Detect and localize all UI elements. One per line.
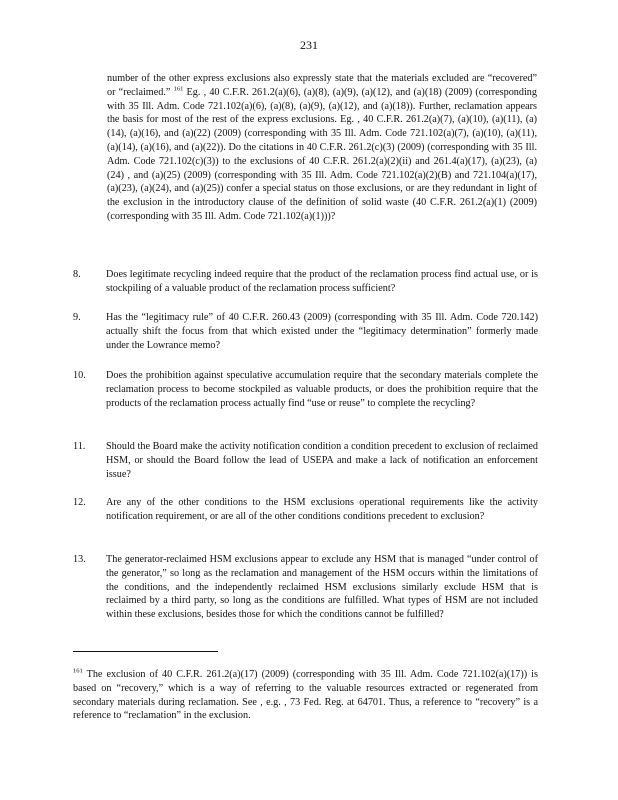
continuation-text-part2: Eg. , 40 C.F.R. 261.2(a)(6), (a)(8), (a)(9), (a)(12), and (a)(18) (2009) (corresponding with 35 Ill. Adm. Code 721.102(a)(6), (a)(8), (a)(9), (a)(12), and (a)(18)). Further, reclamation appears the basis for most of the rest of the express exclusions. Eg. , 40 C.F.R. 261.2(a)(7), (a)(10), (a)(11), (a)(14), (a)(16), and (a)(22) (2009) (corresponding with 35 Ill. Adm. Code 721.102(a)(7), (a)(10), (a)(11), (a)(14), (a)(16), and (a)(22)). Do the citations in 40 C.F.R. 261.2(c)(3) (2009) (corresponding with 35 Ill. Adm. Code 721.102(c)(3)) to the exclusions of 40 C.F.R. 261.2(a)(2)(ii) and 261.4(a)(17), (a)(23), (a)(24) , and (a)(25) (2009) (corresponding with 35 Ill. Adm. Code 721.102(a)(2)(B) and 721.104(a)(17), (a)(23), (a)(24), and (a)(25)) confer a special status on those exclusions, or are they redundant in light of the exclusion in the introductory clause of the definition of solid waste (40 C.F.R. 261.2(a)(1) (2009) (corresponding with 35 Ill. Adm. Code 721.102(a)(1)))?	[107, 86, 537, 222]
question-text: Does the prohibition against speculative accumulation require that the secondary materials complete the reclamation process to become stockpiled as valuable products, or does the prohibition require that the products of the reclamation process actually find “use or reuse” to complete the recycling?	[106, 370, 538, 409]
question-number: 12.	[73, 497, 86, 508]
question-number: 10.	[73, 370, 86, 381]
footnote-mark: 161	[73, 667, 83, 675]
question-item	[73, 311, 538, 352]
footnote-text: The exclusion of 40 C.F.R. 261.2(a)(17) (2009) (corresponding with 35 Ill. Adm. Code 721.102(a)(17)) is based on “recovery,” which is a way of referring to the valuable resources extracted or regenerated from secondary materials during reclamation. See , e.g. , 73 Fed. Reg. at 64701. Thus, a reference to “recovery” is a reference to “reclamation” in the exclusion.	[73, 669, 538, 722]
question-text: Should the Board make the activity notification condition a condition precedent to exclusion of reclaimed HSM, or should the Board follow the lead of USEPA and make a lack of notification an enforcement issue?	[106, 441, 538, 480]
footnote	[73, 668, 538, 723]
question-text: Are any of the other conditions to the HSM exclusions operational requirements like the activity notification requirement, or are all of the other conditions conditions precedent to exclusion?	[106, 497, 538, 522]
question-item	[73, 553, 538, 622]
question-item	[73, 440, 538, 481]
question-number: 13.	[73, 554, 86, 565]
question-text: The generator-reclaimed HSM exclusions appear to exclude any HSM that is managed “under control of the generator,” so long as the reclamation and management of the HSM occurs within the limitations of the conditions, and the independently reclaimed HSM exclusions similarly exclude HSM that is reclaimed by a third party, so long as the conditions are fulfilled. What types of HSM are not included within these exclusions, besides those for which the conditions cannot be fulfilled?	[106, 554, 538, 621]
footnote-separator	[73, 651, 218, 652]
question-item	[73, 268, 538, 296]
question-text: Does legitimate recycling indeed require that the product of the reclamation process find actual use, or is stockpiling of a valuable product of the reclamation process sufficient?	[106, 269, 538, 294]
question-number: 8.	[73, 269, 81, 280]
question-item	[73, 496, 538, 524]
page-number: 231	[300, 38, 318, 52]
question-text: Has the “legitimacy rule” of 40 C.F.R. 260.43 (2009) (corresponding with 35 Ill. Adm. Code 720.142) actually shift the focus from that which existed under the “legitimacy determination” formerly made under the Lowrance memo?	[106, 312, 538, 351]
continuation-paragraph	[107, 72, 537, 224]
question-number: 9.	[73, 312, 81, 323]
question-number: 11.	[73, 441, 86, 452]
question-item	[73, 369, 538, 410]
footnote-reference: 161	[173, 85, 184, 93]
continuation-text-part1: number of the other express exclusions also expressly state that the materials excluded are “recovered” or “reclaimed.”	[107, 73, 537, 98]
